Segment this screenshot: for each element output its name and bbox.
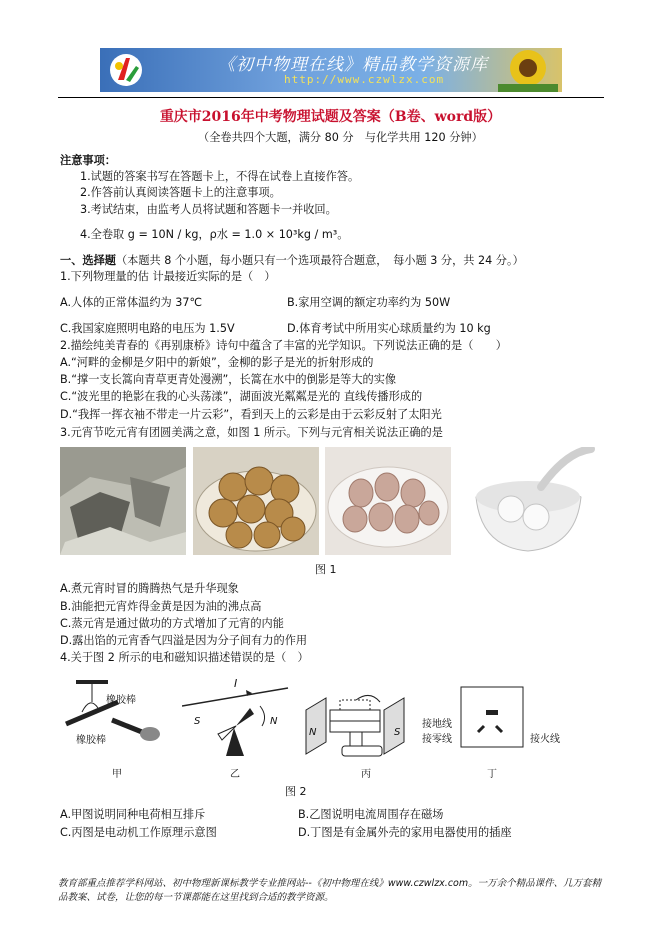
notes-heading: 注意事项： bbox=[60, 154, 116, 167]
figure2-label-neutral: 接零线 bbox=[422, 734, 452, 745]
figure1-photo-steamed bbox=[325, 447, 451, 555]
site-logo-icon bbox=[106, 52, 146, 88]
option-a: A.甲图说明同种电荷相互排斥 bbox=[60, 808, 206, 821]
figure2-label-rod2: 橡胶棒 bbox=[76, 735, 106, 746]
figure2-label-n1: N bbox=[270, 716, 278, 727]
option-a: A.人体的正常体温约为 37℃ bbox=[60, 296, 203, 309]
question-stem: 4.关于图 2 所示的电和磁知识描述错误的是（ ） bbox=[60, 651, 309, 664]
figure2-label-s2: S bbox=[394, 727, 401, 738]
option-c: C.我国家庭照明电路的电压为 1.5V bbox=[60, 322, 235, 335]
document-title: 重庆市2016年中考物理试题及答案（B卷、word版） bbox=[159, 109, 502, 125]
option-a: A.煮元宵时冒的腾腾热气是升华现象 bbox=[60, 582, 239, 595]
banner-url[interactable]: http://www.czwlzx.com bbox=[284, 73, 445, 86]
question-stem: 1.下列物理量的估 计最接近实际的是（ ） bbox=[60, 270, 276, 283]
figure1-photo-bowl bbox=[461, 447, 596, 555]
option-b: B.“撑一支长篙向青草更青处漫溯”，长篙在水中的倒影是等大的实像 bbox=[60, 373, 397, 386]
note-item: 1.试题的答案书写在答题卡上，不得在试卷上直接作答。 bbox=[80, 170, 360, 183]
option-c: C.蒸元宵是通过做功的方式增加了元宵的内能 bbox=[60, 617, 284, 630]
option-b: B.乙图说明电流周围存在磁场 bbox=[298, 808, 444, 821]
option-d: D.露出馅的元宵香气四溢是因为分子间有力的作用 bbox=[60, 634, 308, 647]
figure2-label-ground: 接地线 bbox=[422, 719, 452, 730]
figure2-label-live: 接火线 bbox=[530, 734, 560, 745]
option-c: C.“波光里的艳影在我的心头荡漾”，湖面波光粼粼是光的 直线传播形成的 bbox=[60, 390, 423, 403]
figure2-label-ding: 丁 bbox=[487, 769, 497, 780]
document-subtitle: （全卷共四个大题，满分 80 分 与化学共用 120 分钟） bbox=[198, 131, 483, 144]
figure1-photo-fried bbox=[193, 447, 319, 555]
figure2-diagram-bing bbox=[300, 692, 420, 762]
option-a: A.“河畔的金柳是夕阳中的新娘”，金柳的影子是光的折射形成的 bbox=[60, 356, 374, 369]
note-item: 3.考试结束，由监考人员将试题和答题卡一并收回。 bbox=[80, 203, 337, 216]
note-item: 4.全卷取 g = 10N / kg，ρ水 = 1.0 × 10³kg / m³。 bbox=[80, 228, 349, 241]
figure2-label-s1: S bbox=[194, 716, 201, 727]
option-b: B.家用空调的额定功率约为 50W bbox=[287, 296, 451, 309]
figure2-label-rod1: 橡胶棒 bbox=[106, 695, 136, 706]
figure2-label-jia: 甲 bbox=[112, 769, 122, 780]
section-title: 一、选择题 bbox=[60, 254, 116, 267]
figure2-label-n2: N bbox=[309, 727, 317, 738]
figure1-caption: 图 1 bbox=[315, 563, 337, 576]
question-stem: 2.描绘纯美青春的《再别康桥》诗句中蕴含了丰富的光学知识。下列说法正确的是（ ） bbox=[60, 339, 507, 352]
figure2-caption: 图 2 bbox=[285, 785, 307, 798]
figure2-diagram-ding bbox=[460, 686, 526, 750]
option-d: D.“我挥一挥衣袖不带走一片云彩”，看到天上的云彩是由于云彩反射了太阳光 bbox=[60, 408, 442, 421]
figure1-photo-steam bbox=[60, 447, 186, 555]
option-d: D.体育考试中所用实心球质量约为 10 kg bbox=[287, 322, 491, 335]
question-stem: 3.元宵节吃元宵有团圆美满之意，如图 1 所示。下列与元宵相关说法正确的是 bbox=[60, 426, 443, 439]
page-footer: 教育部重点推荐学科网站、初中物理新课标教学专业推网站--《初中物理在线》www.czwlzx.com。一万余个精品课件、几万套精品教案、试卷，让您的每一节课都能在这里找到合适的教学资源。 bbox=[58, 878, 602, 903]
figure2-label-current: I bbox=[234, 677, 238, 690]
section-heading bbox=[60, 254, 524, 268]
option-c: C.丙图是电动机工作原理示意图 bbox=[60, 826, 217, 839]
banner-title: 《初中物理在线》精品教学资源库 bbox=[218, 55, 488, 75]
header-divider bbox=[58, 97, 604, 98]
figure2-label-yi: 乙 bbox=[230, 769, 240, 780]
note-item: 2.作答前认真阅读答题卡上的注意事项。 bbox=[80, 186, 281, 199]
option-b: B.油能把元宵炸得金黄是因为油的沸点高 bbox=[60, 600, 262, 613]
sunflower-icon bbox=[498, 48, 558, 92]
figure2-label-bing: 丙 bbox=[361, 769, 371, 780]
option-d: D.丁图是有金属外壳的家用电器使用的插座 bbox=[298, 826, 512, 839]
section-desc: （本题共 8 个小题，每小题只有一个选项最符合题意， 每小题 3 分，共 24 分。） bbox=[115, 254, 524, 267]
header-banner bbox=[100, 48, 562, 92]
